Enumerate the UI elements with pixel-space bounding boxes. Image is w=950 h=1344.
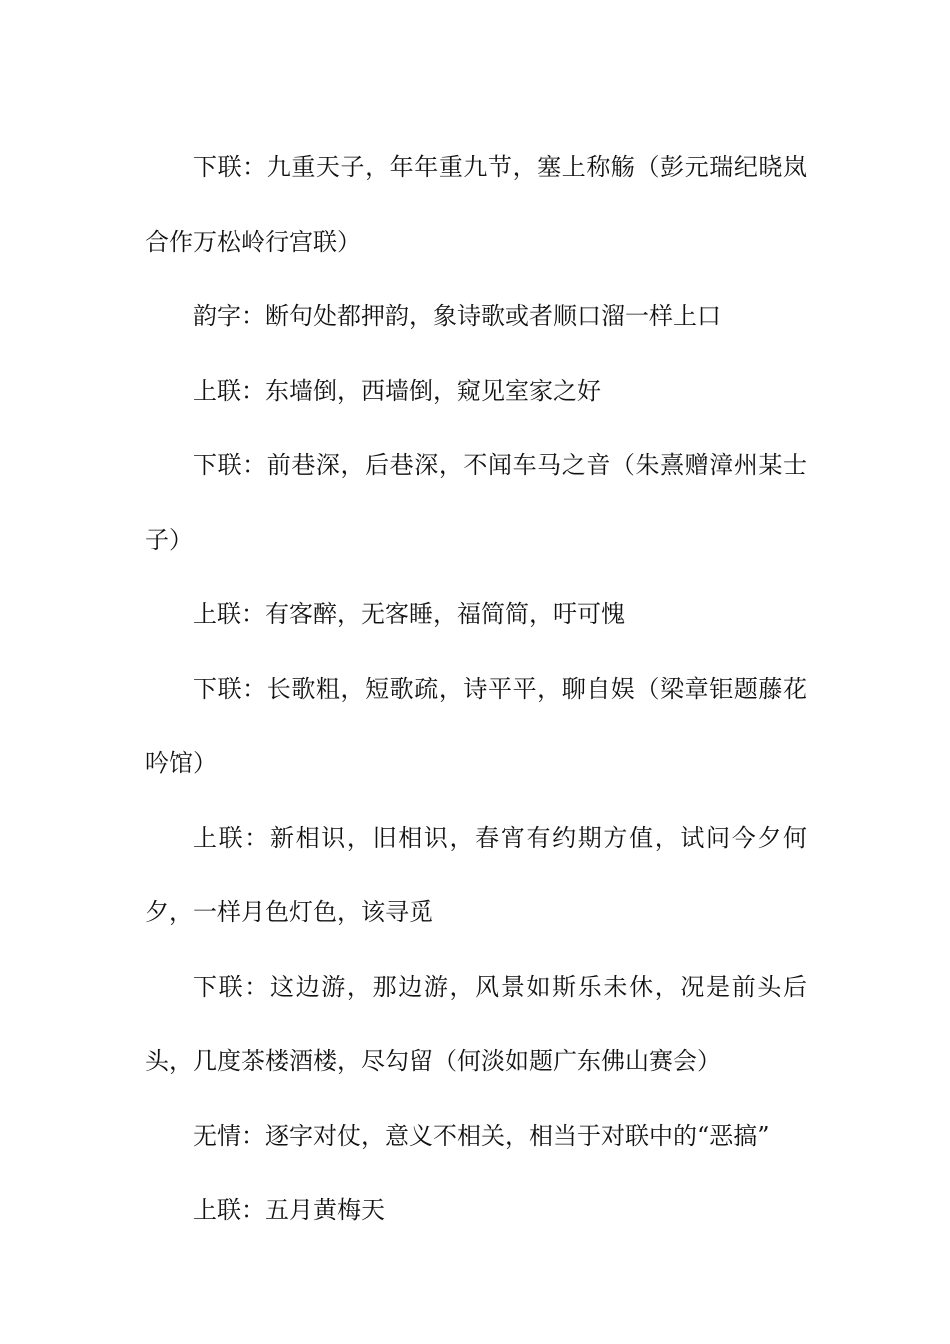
paragraph-2: 韵字：断句处都押韵，象诗歌或者顺口溜一样上口 xyxy=(193,302,721,330)
paragraph-3: 上联：东墙倒，西墙倒，窥见室家之好 xyxy=(193,376,601,405)
paragraph-1: 下联：九重天子，年年重九节，塞上称觞（彭元瑞纪晓岚合作万松岭行宫联） xyxy=(145,153,807,256)
paragraph-4: 下联：前巷深，后巷深，不闻车马之音（朱熹赠漳州某士子） xyxy=(145,451,807,554)
paragraph-7: 上联：新相识，旧相识，春宵有约期方值，试问今夕何夕，一样月色灯色，该寻觅 xyxy=(145,823,807,926)
paragraph-8: 下联：这边游，那边游，风景如斯乐未休，况是前头后头，几度茶楼酒楼，尽勾留（何淡如题广东佛山赛会） xyxy=(145,972,807,1075)
paragraph-10: 上联：五月黄梅天 xyxy=(193,1196,385,1224)
document-body xyxy=(145,130,807,1248)
paragraph-9: 无情：逐字对仗，意义不相关，相当于对联中的“恶搞” xyxy=(193,1121,770,1150)
paragraph-5: 上联：有客醉，无客睡，福简简，吁可愧 xyxy=(193,600,625,628)
paragraph-6: 下联：长歌粗，短歌疏，诗平平，聊自娱（梁章钜题藤花吟馆） xyxy=(145,674,807,777)
